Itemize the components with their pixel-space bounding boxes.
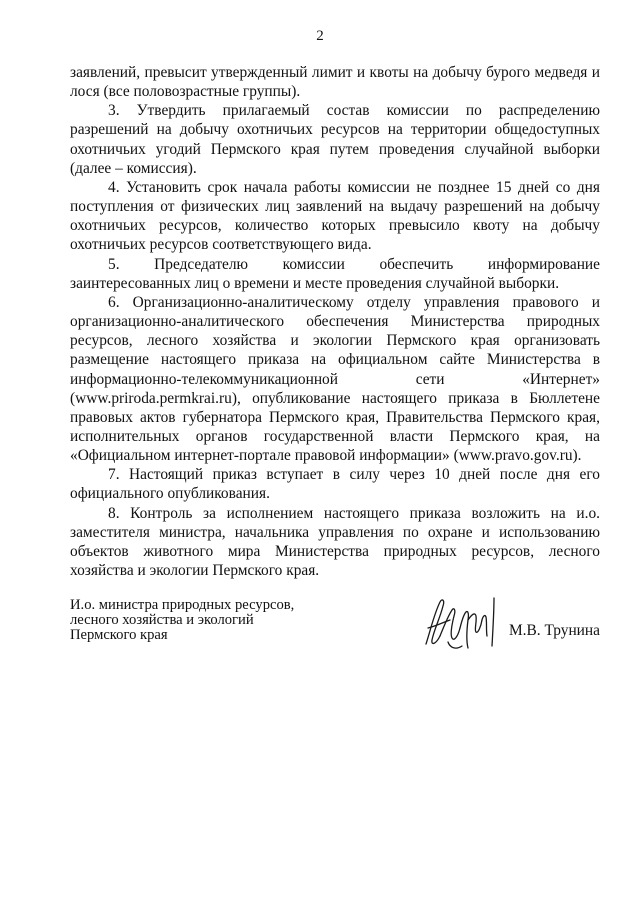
paragraph-7: 7. Настоящий приказ вступает в силу через 10 дней после дня его официального опубликования. — [70, 466, 600, 503]
signature-block — [70, 598, 600, 668]
paragraph-3: 3. Утвердить прилагаемый состав комиссии по распределению разрешений на добычу охотничьих ресурсов на территории общедоступных охотничьих угодий Пермского края путем проведения случайной выборки (далее – комиссия). — [70, 102, 600, 177]
document-body — [70, 63, 600, 580]
signatory-title-line: лесного хозяйства и экологий — [70, 612, 254, 629]
paragraph-4: 4. Установить срок начала работы комиссии не позднее 15 дней со дня поступления от физических лиц заявлений на выдачу разрешений на добычу охотничьих ресурсов, количество которых превысило квоту на добычу охотничьих ресурсов соответствующего вида. — [70, 178, 600, 254]
signatory-title-line: Пермского края — [70, 627, 168, 644]
page-number: 2 — [316, 28, 324, 44]
paragraph-6: 6. Организационно-аналитическому отделу управления правового и организационно-аналитического обеспечения Министерства природных ресурсов, лесного хозяйства и экологии Пермского края организовать размещение настоящего приказа на официальном сайте Министерства в информационно-телекоммуникационной сети «Интернет» (www.priroda.permkrai.ru), опубликование настоящего приказа в Бюллетене правовых актов губернатора Пермского края, Правительства Пермского края, исполнительных органов государственной власти Пермского края, на «Официальном интернет-портале правовой информации» (www.pravo.gov.ru). — [70, 293, 600, 465]
signatory-title — [70, 598, 294, 644]
signatory-title-line: И.о. министра природных ресурсов, — [70, 597, 295, 613]
paragraph-8: 8. Контроль за исполнением настоящего приказа возложить на и.о. заместителя министра, начальника управления по охране и использованию объектов животного мира Министерства природных ресурсов, лесного хозяйства и экологии Пермского края. — [70, 504, 600, 580]
paragraph-5: 5. Председателю комиссии обеспечить информирование заинтересованных лиц о времени и месте проведения случайной выборки. — [70, 255, 600, 292]
paragraph-continuation: заявлений, превысит утвержденный лимит и квоты на добычу бурого медведя и лося (все половозрастные группы). — [70, 64, 600, 101]
signatory-name: М.В. Трунина — [508, 622, 600, 639]
handwritten-signature — [420, 592, 500, 654]
